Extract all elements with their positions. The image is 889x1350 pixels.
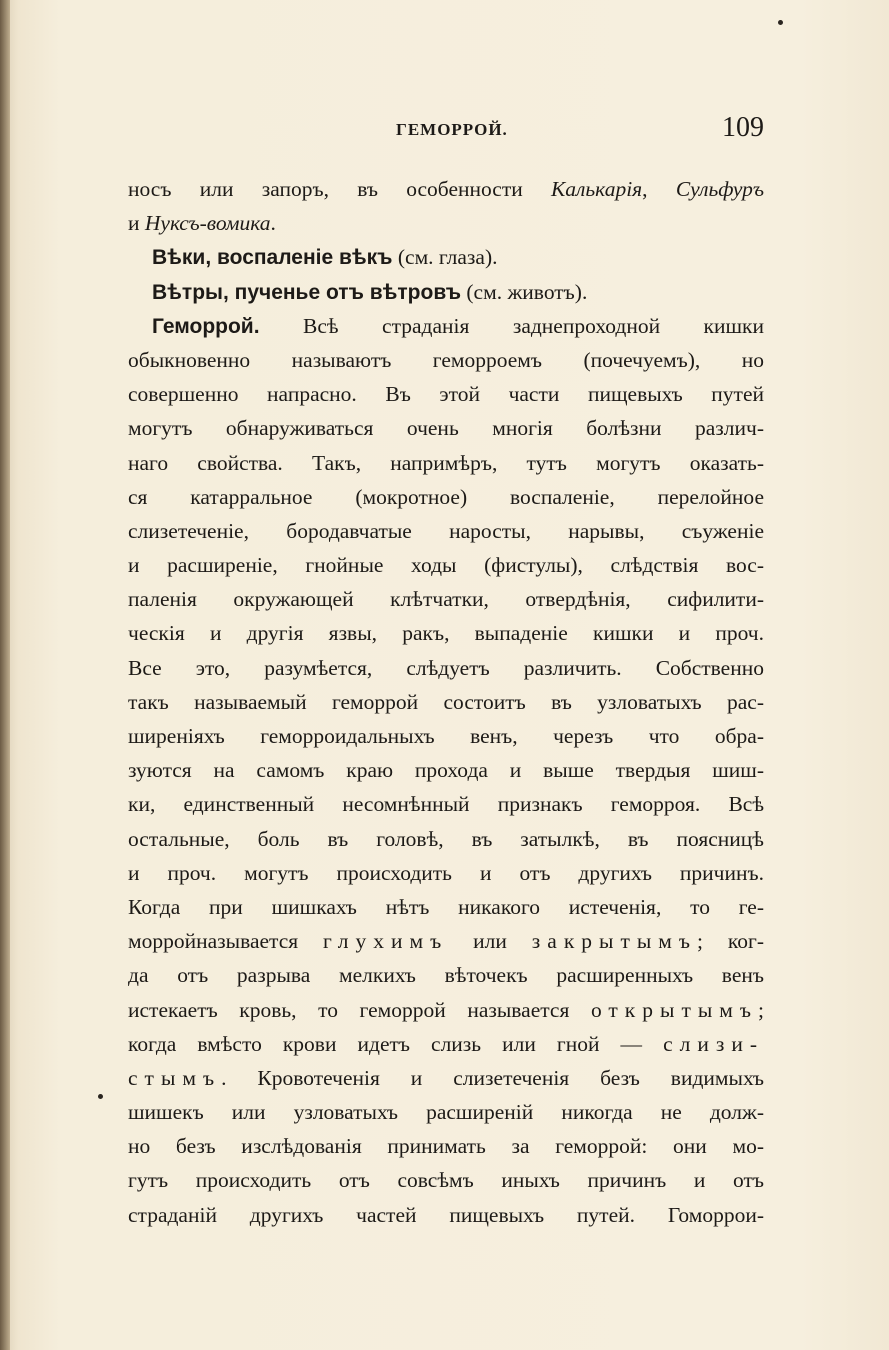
spaced-term: открытымъ	[590, 997, 759, 1022]
spaced-term: стымъ	[128, 1065, 222, 1090]
text-line: и расширеніе, гнойные ходы (фистулы), слѣдствія вос-	[128, 553, 764, 578]
text-line: да отъ разрыва мелкихъ вѣточекъ расширенныхъ венъ	[128, 963, 764, 988]
text-run: ,	[642, 177, 676, 201]
text-run: или	[448, 929, 532, 954]
text-line: ческія и другія язвы, ракъ, выпаденіе кишки и проч.	[128, 621, 764, 646]
entry-line	[128, 309, 764, 343]
entry-headword: Геморрой.	[152, 314, 260, 338]
ink-speck	[98, 1094, 103, 1099]
remedy-name: Калькарія	[550, 177, 643, 201]
text-line	[128, 993, 764, 1027]
text-line: Когда при шишкахъ нѣтъ никакого истеченія, то ге-	[128, 894, 764, 919]
remedy-name: Сульфуръ	[675, 177, 764, 201]
entry-line	[128, 275, 764, 309]
text-line: обыкновенно называютъ геморроемъ (почечуемъ), но	[128, 347, 764, 372]
entry-headword: Вѣки, воспаленіе вѣкъ	[152, 246, 393, 270]
text-line: совершенно напрасно. Въ этой части пищевыхъ путей	[128, 382, 764, 407]
text-line: ся катарральное (мокротное) воспаленіе, перелойное	[128, 484, 764, 509]
text-line	[128, 1027, 764, 1061]
page-binding-edge	[0, 0, 10, 1350]
text-line: Все это, разумѣется, слѣдуетъ различить. Собственно	[128, 655, 764, 680]
text-line: паленія окружающей клѣтчатки, отвердѣнія, сифилити-	[128, 587, 764, 612]
text-line	[128, 1061, 764, 1095]
ink-speck	[778, 20, 783, 25]
text-run: носъ или запоръ, въ особенности	[128, 177, 551, 201]
text-line: слизетеченіе, бородавчатые наросты, нарывы, съуженіе	[128, 518, 764, 543]
text-run: .	[270, 211, 276, 236]
page-number: 109	[722, 112, 764, 143]
text-line: наго свойства. Такъ, напримѣръ, тутъ могутъ оказать-	[128, 450, 764, 475]
entry-headword: Вѣтры, пученье отъ вѣтровъ	[152, 280, 462, 304]
text-line: и проч. могутъ происходить и отъ другихъ причинъ.	[128, 860, 764, 885]
text-line	[128, 924, 764, 958]
text-line: ширеніяхъ геморроидальныхъ венъ, черезъ что обра-	[128, 724, 764, 748]
text-line: такъ называемый геморрой состоитъ въ узловатыхъ рас-	[128, 689, 764, 714]
text-line: могутъ обнаруживаться очень многія болѣзни различ-	[128, 416, 764, 441]
text-line	[128, 172, 764, 206]
text-line: гутъ происходить отъ совсѣмъ иныхъ причинъ и отъ	[128, 1168, 764, 1193]
cross-reference: (см. животъ).	[461, 279, 588, 304]
text-line: зуются на самомъ краю прохода и выше твердыя шиш-	[128, 758, 764, 783]
spaced-term: слизи-	[663, 1031, 764, 1056]
text-line: остальные, боль въ головѣ, въ затылкѣ, въ поясницѣ	[128, 826, 764, 851]
spaced-term: глухимъ	[323, 929, 449, 954]
text-run: ; ког-	[697, 929, 764, 954]
text-run: когда вмѣсто крови идетъ слизь или гной —	[128, 1031, 664, 1056]
cross-reference: (см. глаза).	[392, 245, 498, 270]
spaced-term: закрытымъ	[531, 929, 698, 954]
page-header	[128, 112, 764, 152]
text-line: шишекъ или узловатыхъ расширеній никогда не долж-	[128, 1100, 764, 1125]
text-run: и	[128, 211, 145, 236]
text-line: но безъ изслѣдованія принимать за геморрой: они мо-	[128, 1134, 764, 1159]
running-head: ГЕМОРРОЙ.	[396, 120, 508, 139]
entry-line	[128, 240, 764, 274]
page-body	[128, 172, 764, 1232]
text-run: морройназывается	[128, 929, 324, 954]
text-run: Всѣ страданія заднепроходной кишки	[259, 313, 764, 338]
text-run: . Кровотеченія и слизетеченія безъ видимыхъ	[221, 1065, 764, 1090]
text-line: ки, единственный несомнѣнный признакъ геморроя. Всѣ	[128, 792, 764, 817]
text-line	[128, 206, 764, 240]
remedy-name: Нуксъ-вомика	[144, 211, 271, 236]
text-run: истекаетъ кровь, то геморрой называется	[128, 997, 591, 1022]
text-run: ;	[758, 997, 764, 1022]
text-line: страданій другихъ частей пищевыхъ путей. Гоморрои-	[128, 1202, 764, 1227]
